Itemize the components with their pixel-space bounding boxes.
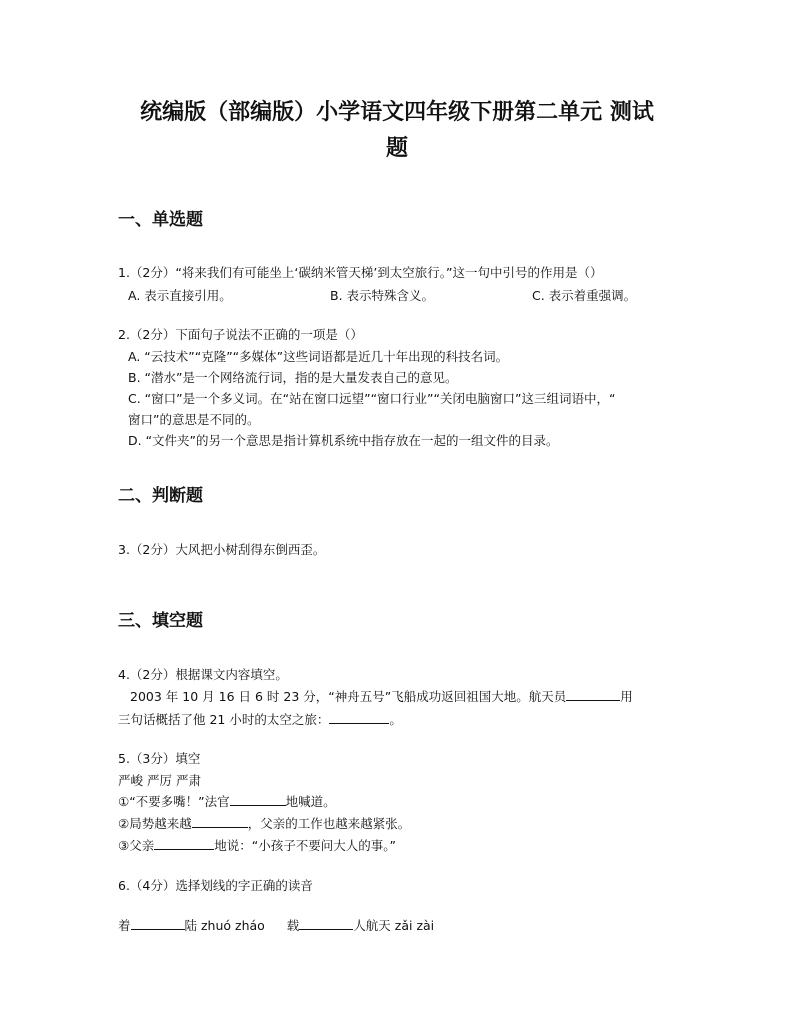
question-5-item-1 <box>118 792 336 810</box>
question-5-item-2-text: ②局势越来越 <box>118 816 192 831</box>
title-line-1: 统编版（部编版）小学语文四年级下册第二单元 测试 <box>140 99 654 125</box>
answer-blank[interactable] <box>131 917 185 930</box>
question-5-item-2 <box>118 814 410 832</box>
question-1-option-c: C. 表示着重强调。 <box>532 288 637 303</box>
answer-blank[interactable] <box>329 711 389 724</box>
question-5-word-bank: 严峻 严厉 严肃 <box>118 773 201 788</box>
question-2-option-b: B. “潜水”是一个网络流行词，指的是大量发表自己的意见。 <box>128 370 458 385</box>
question-6-items <box>118 916 434 934</box>
question-1-option-a: A. 表示直接引用。 <box>128 288 232 303</box>
title-line-2: 题 <box>385 135 408 161</box>
question-4-line-1-tail: 用 <box>620 689 633 704</box>
question-2-option-a: A. “云技术”“克隆”“多媒体”这些词语都是近几十年出现的科技名词。 <box>128 349 509 364</box>
question-4-line-2-tail: 。 <box>389 712 402 727</box>
question-6-item-2-char: 载 <box>286 918 300 933</box>
answer-blank[interactable] <box>230 793 286 806</box>
question-3-stem: 3.（2分）大风把小树刮得东倒西歪。 <box>118 542 326 557</box>
section-heading-true-false: 二、判断题 <box>118 486 203 506</box>
question-5-item-1-tail: 地喊道。 <box>285 794 336 809</box>
question-4-line-1 <box>130 687 633 705</box>
answer-blank[interactable] <box>566 688 620 701</box>
question-4-line-2 <box>118 710 402 728</box>
question-2-option-c-line-2: 窗口”的意思是不同的。 <box>128 412 260 427</box>
question-6-stem: 6.（4分）选择划线的字正确的读音 <box>118 878 313 893</box>
question-6-item-2-tail: 人航天 zǎi zài <box>353 918 435 933</box>
question-5-item-3-text: ③父亲 <box>118 838 155 853</box>
question-4-stem: 4.（2分）根据课文内容填空。 <box>118 667 288 682</box>
section-heading-fill-blank: 三、填空题 <box>118 611 203 631</box>
answer-blank[interactable] <box>154 837 214 850</box>
question-2-option-c-line-1: C. “窗口”是一个多义词。在“站在窗口远望”“窗口行业”“关闭电脑窗口”这三组词语中，“ <box>128 391 616 406</box>
answer-blank[interactable] <box>192 815 248 828</box>
question-2-option-d: D. “文件夹”的另一个意思是指计算机系统中指存放在一起的一组文件的目录。 <box>128 433 559 448</box>
question-4-line-2-text: 三句话概括了他 21 小时的太空之旅： <box>118 712 330 727</box>
question-2-stem: 2.（2分）下面句子说法不正确的一项是（） <box>118 327 363 342</box>
question-6-item-1-tail: 陆 zhuó zháo <box>184 918 265 933</box>
question-5-stem: 5.（3分）填空 <box>118 751 201 766</box>
question-5-item-3-tail: 地说：“小孩子不要问大人的事。” <box>214 838 396 853</box>
question-1-stem: 1.（2分）“将来我们有可能坐上‘碳纳米管天梯’到太空旅行。”这一句中引号的作用是（） <box>118 265 603 280</box>
question-5-item-2-tail: ，父亲的工作也越来越紧张。 <box>247 816 411 831</box>
question-4-line-1-text: 2003 年 10 月 16 日 6 时 23 分，“神舟五号”飞船成功返回祖国大地。航天员 <box>130 689 567 704</box>
document-title <box>110 94 684 166</box>
question-1-option-b: B. 表示特殊含义。 <box>330 288 435 303</box>
question-6-item-1-char: 着 <box>118 918 131 933</box>
question-5-item-3 <box>118 836 396 854</box>
section-heading-single-choice: 一、单选题 <box>118 210 203 230</box>
question-5-item-1-text: ①“不要多嘴！”法官 <box>118 794 230 809</box>
answer-blank[interactable] <box>299 917 353 930</box>
